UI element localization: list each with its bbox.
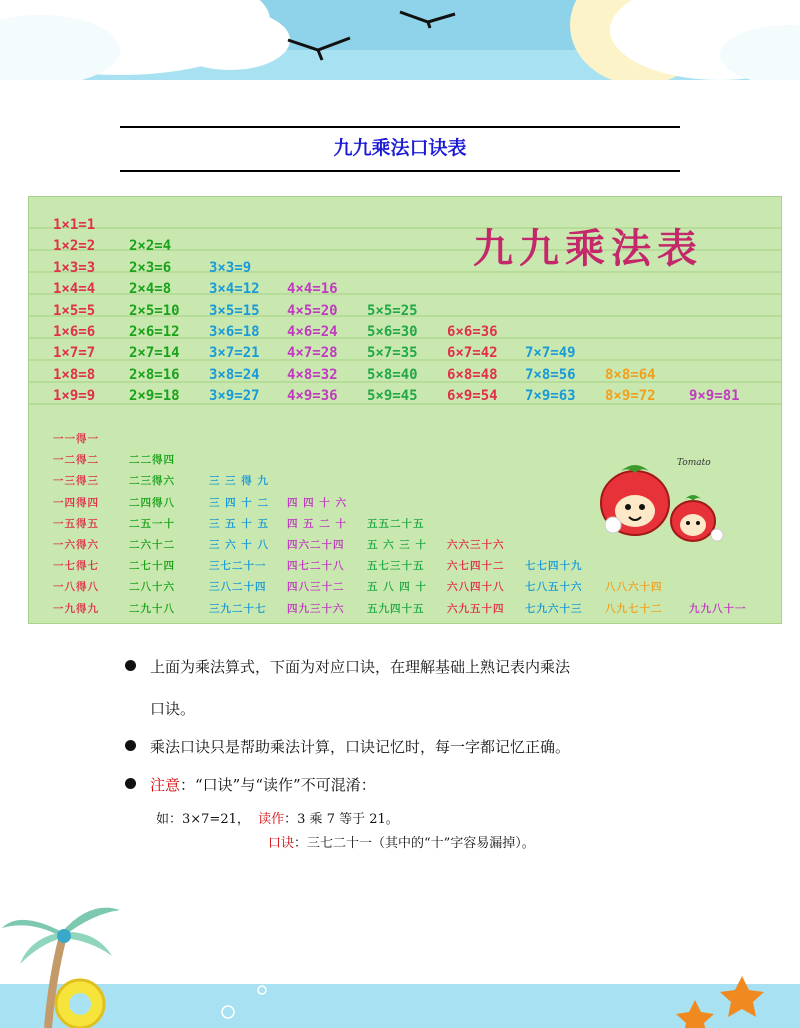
rhyme-cell: 七八五十六 [525, 581, 583, 594]
equation-cell: 2×7=14 [129, 345, 180, 362]
rhyme-cell: 三八二十四 [209, 581, 267, 594]
rhyme-cell: 二七十四 [129, 560, 175, 573]
palm-leaf-icon [2, 920, 62, 936]
note-3 [150, 774, 376, 795]
equation-cell: 1×3=3 [53, 259, 96, 276]
rhyme-cell: 二八十六 [129, 581, 175, 594]
rhyme-cell: 二二得四 [129, 454, 175, 467]
equation-cell: 5×5=25 [367, 302, 418, 319]
equation-cell: 3×4=12 [209, 281, 260, 298]
read-text: ：3 乘 7 等于 21。 [284, 812, 399, 827]
rhyme-cell: 三 六 十 八 [209, 539, 269, 551]
equation-cell: 7×8=56 [525, 366, 576, 383]
rhyme-cell: 二四得八 [129, 496, 175, 509]
rhyme-cell: 三 五 十 五 [209, 517, 269, 530]
equation-cell: 3×6=18 [209, 324, 260, 340]
rhyme-cell: 五 八 四 十 [367, 581, 427, 594]
equation-cell: 1×9=9 [53, 388, 96, 405]
rhyme-cell: 四六二十四 [287, 539, 345, 551]
bullet-dot [125, 778, 136, 789]
rhyme-cell: 一七得七 [53, 560, 99, 573]
rhyme-cell: 四 五 二 十 [287, 517, 347, 530]
bottom-beach-illustration [0, 880, 800, 1028]
note-1-line-1: 上面为乘法算式，下面为对应口诀，在理解基础上熟记表内乘法 [150, 658, 571, 676]
equation-cell: 2×2=4 [129, 238, 172, 255]
equation-cell: 5×7=35 [367, 345, 418, 362]
equation-cell: 2×8=16 [129, 366, 180, 383]
equation-cell: 4×8=32 [287, 366, 338, 383]
equation-cell: 5×6=30 [367, 324, 418, 340]
equation-cell: 1×1=1 [53, 217, 96, 233]
rhyme-cell: 七九六十三 [525, 602, 583, 615]
sky-illustration [0, 0, 800, 80]
rhyme-cell: 二六十二 [129, 539, 175, 551]
equation-cell: 1×4=4 [53, 281, 96, 298]
note-1-line-2: 口诀。 [150, 700, 196, 718]
rhyme-cell: 一三得三 [53, 475, 99, 488]
equation-cell: 4×4=16 [287, 281, 338, 298]
rhyme-cell: 一八得八 [53, 581, 99, 594]
rhyme-cell: 三 四 十 二 [209, 496, 269, 509]
equation-cell: 8×9=72 [605, 388, 656, 405]
equation-cell: 1×2=2 [53, 238, 96, 255]
equation-cell: 5×9=45 [367, 388, 418, 405]
equation-cell: 1×6=6 [53, 324, 96, 340]
rhyme-cell: 五七三十五 [367, 560, 425, 573]
example-line-2 [268, 832, 535, 851]
tomato-label: Tomato [677, 458, 711, 468]
equation-cell: 7×7=49 [525, 345, 576, 362]
equation-cell: 9×9=81 [689, 388, 740, 405]
rhyme-cell: 八八六十四 [605, 581, 663, 594]
rhyme-text: ：三七二十一（其中的“十”字容易漏掉）。 [294, 836, 535, 851]
equation-cell: 3×8=24 [209, 366, 260, 383]
rhyme-cell: 一二得二 [53, 454, 99, 467]
tomato-mascot-illustration [595, 441, 745, 551]
bullet-dot [125, 740, 136, 751]
equation-cell: 7×9=63 [525, 388, 576, 405]
note-2: 乘法口诀只是帮助乘法计算，口诀记忆时，每一字都记忆正确。 [150, 738, 571, 756]
rhyme-cell: 一五得五 [53, 517, 99, 530]
rhyme-cell: 一九得九 [53, 602, 99, 615]
note-3-label: 注意 [150, 776, 181, 794]
rhyme-cell: 四 四 十 六 [287, 496, 347, 509]
equation-cell: 1×5=5 [53, 302, 96, 319]
bullet-dot [125, 660, 136, 671]
rhyme-label: 口诀 [268, 836, 295, 851]
equation-cell: 4×9=36 [287, 388, 338, 405]
equation-cell: 3×3=9 [209, 259, 252, 276]
example-prefix: 如：3×7=21， [156, 812, 250, 827]
rhyme-cell: 九九八十一 [689, 602, 747, 615]
read-label: 读作 [258, 812, 285, 827]
rhyme-cell: 六六三十六 [447, 539, 505, 551]
page-title: 九九乘法口诀表 [333, 137, 467, 159]
equation-cell: 3×7=21 [209, 345, 260, 362]
rhyme-cell: 六八四十八 [447, 581, 505, 594]
rhyme-cell: 五 六 三 十 [367, 539, 427, 551]
equation-cell: 2×6=12 [129, 324, 180, 340]
note-3-text: ：“口诀”与“读作”不可混淆： [180, 776, 376, 794]
rhyme-cell: 二五一十 [129, 517, 175, 530]
rhyme-cell: 一四得四 [53, 496, 99, 509]
palm-leaf-icon [62, 908, 120, 936]
panel-heading: 九九乘法表 [473, 226, 703, 272]
rhyme-cell: 二九十八 [129, 602, 175, 615]
equation-cell: 1×7=7 [53, 345, 96, 362]
equation-cell: 2×4=8 [129, 281, 172, 298]
rhyme-cell: 二三得六 [129, 475, 175, 488]
top-sky-banner [0, 0, 800, 80]
rhyme-cell: 三七二十一 [209, 560, 267, 573]
rhyme-cell: 四七二十八 [287, 560, 345, 573]
rhyme-cell: 四九三十六 [287, 602, 345, 615]
equation-cell: 3×9=27 [209, 388, 260, 405]
rhyme-cell: 七七四十九 [525, 560, 583, 573]
equation-cell: 6×7=42 [447, 345, 498, 362]
equation-cell: 2×9=18 [129, 388, 180, 405]
equation-cell: 2×5=10 [129, 302, 180, 319]
rhyme-cell: 六九五十四 [447, 602, 505, 615]
equation-cell: 8×8=64 [605, 366, 656, 383]
rhyme-cell: 一六得六 [53, 539, 99, 551]
equation-cell: 5×8=40 [367, 366, 418, 383]
rhyme-cell: 四八三十二 [287, 581, 345, 594]
equation-cell: 4×7=28 [287, 345, 338, 362]
equation-cell: 6×9=54 [447, 388, 498, 405]
equation-cell: 1×8=8 [53, 366, 96, 383]
rhyme-cell: 六七四十二 [447, 560, 505, 573]
rhyme-cell: 一一得一 [53, 433, 99, 445]
equation-cell: 6×8=48 [447, 366, 498, 383]
rhyme-cell: 八九七十二 [605, 602, 663, 615]
example-line-1 [156, 808, 399, 827]
multiplication-table-panel [28, 196, 782, 624]
title-box [120, 126, 680, 172]
equation-cell: 4×6=24 [287, 324, 338, 340]
rhyme-cell: 三 三 得 九 [209, 475, 269, 488]
equation-cell: 6×6=36 [447, 324, 498, 340]
equation-cell: 2×3=6 [129, 259, 172, 276]
rhyme-cell: 三九二十七 [209, 602, 267, 615]
equation-cell: 4×5=20 [287, 302, 338, 319]
rhyme-cell: 五九四十五 [367, 602, 425, 615]
equation-cell: 3×5=15 [209, 302, 260, 319]
rhyme-cell: 五五二十五 [367, 517, 425, 530]
